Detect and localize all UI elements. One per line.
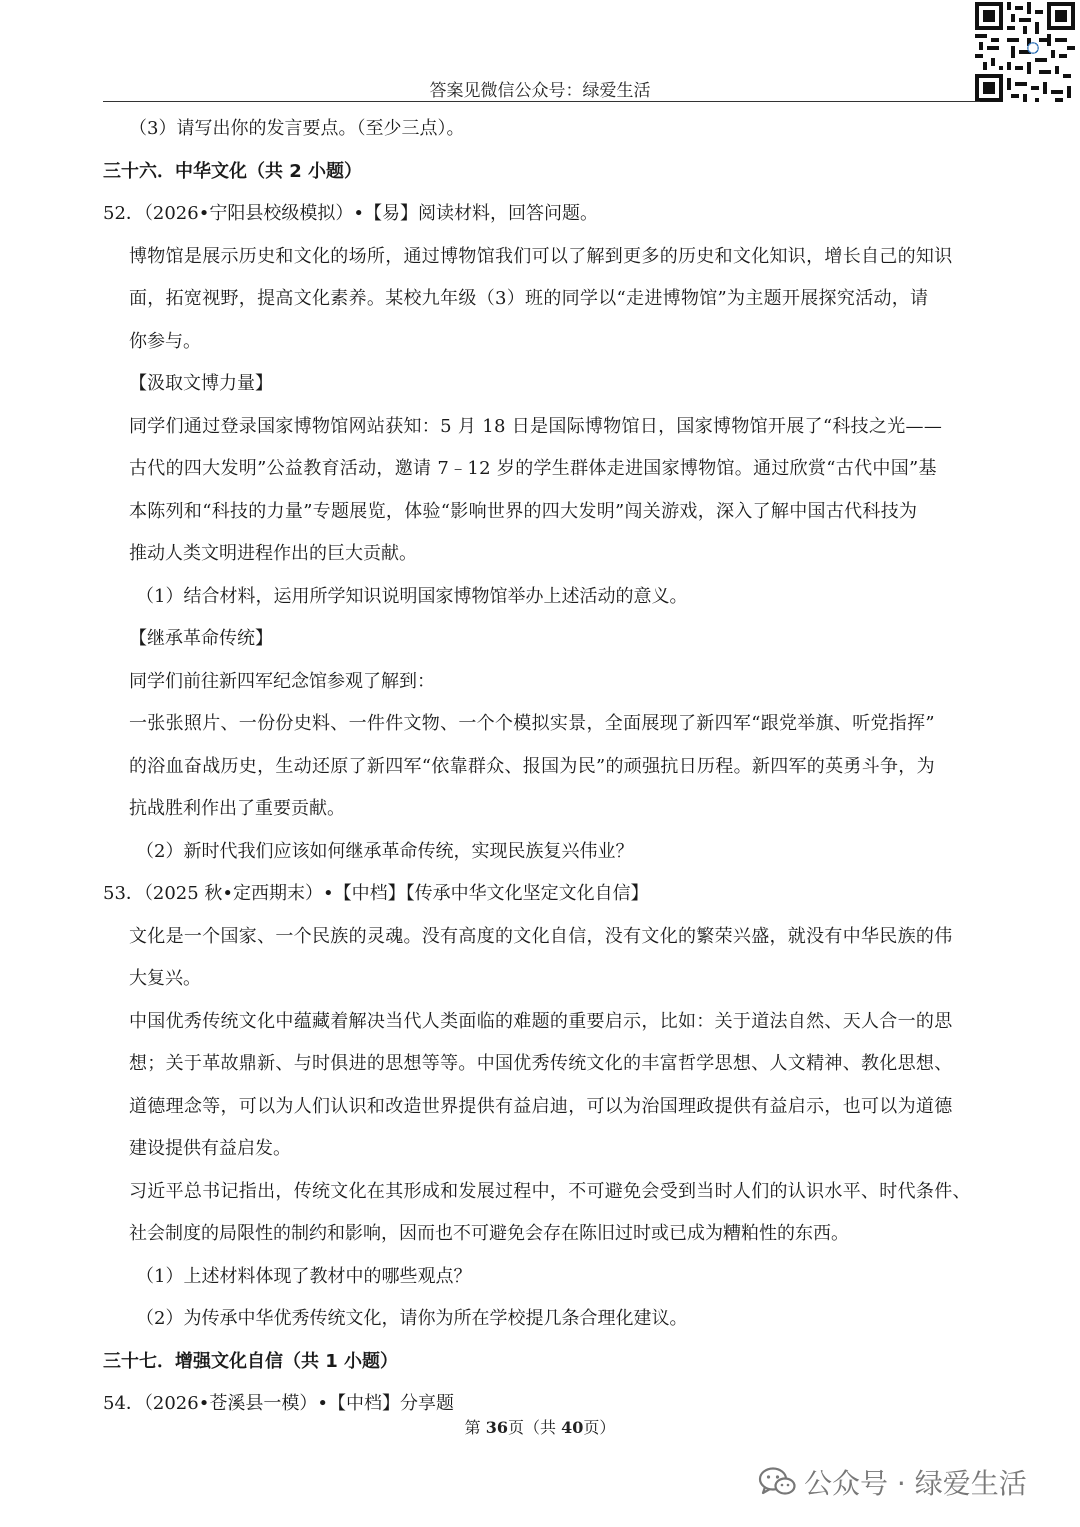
paragraph-line: 本陈列和“科技的力量”专题展览，体验“影响世界的四大发明”闯关游戏，深入了解中国古代科技为 [129,500,918,522]
header-title: 答案见微信公众号：绿爱生活 [429,81,651,101]
paragraph-line: 中国优秀传统文化中蕴藏着解决当代人类面临的难题的重要启示，比如：关于道法自然、天人合一的思 [129,1010,953,1032]
footer-page-number: 36 [485,1418,508,1437]
paragraph-line: 抗战胜利作出了重要贡献。 [129,798,345,819]
question-line: （2）为传承中华优秀传统文化，请你为所在学校提几条合理化建议。 [136,1308,688,1329]
paragraph-line: 你参与。 [129,330,201,352]
footer-prefix: 第 [464,1418,486,1437]
question-line: （3）请写出你的发言要点。（至少三点）。 [129,118,465,139]
paragraph-line: 道德理念等，可以为人们认识和改造世界提供有益启迪，可以为治国理政提供有益启示，也可以为道德 [129,1095,953,1117]
paragraph-line: 古代的四大发明”公益教育活动，邀请 7﹣12 岁的学生群体走进国家博物馆。通过欣赏“古代中国”基 [129,458,937,479]
paragraph-line: 博物馆是展示历史和文化的场所，通过博物馆我们可以了解到更多的历史和文化知识，增长自己的知识 [129,245,953,267]
header-divider [103,101,980,102]
paragraph-line: 的浴血奋战历史，生动还原了新四军“依靠群众、报国为民”的顽强抗日历程。新四军的英勇斗争，为 [129,755,935,777]
paragraph-line: 想；关于革故鼎新、与时俱进的思想等等。中国优秀传统文化的丰富哲学思想、人文精神、教化思想、 [129,1053,953,1074]
subsection-heading: 【继承革命传统】 [129,628,273,649]
wechat-icon [758,1466,796,1498]
subsection-heading: 【汲取文博力量】 [129,373,273,394]
watermark [758,1462,1027,1502]
section-heading: 三十七．增强文化自信（共 1 小题） [103,1350,399,1372]
question-line: （1）结合材料，运用所学知识说明国家博物馆举办上述活动的意义。 [136,585,688,607]
paragraph-line: 社会制度的局限性的制约和影响，因而也不可避免会存在陈旧过时或已成为糟粕性的东西。 [129,1223,849,1244]
paragraph-line: 同学们通过登录国家博物馆网站获知：5 月 18 日是国际博物馆日，国家博物馆开展了“科技之光—— [129,415,943,437]
paragraph-line: 同学们前往新四军纪念馆参观了解到： [129,670,435,692]
question-title: 54．（2026•苍溪县一模）•【中档】分享题 [103,1393,454,1414]
footer-page-total: 40 [561,1418,584,1437]
paragraph-line: 建设提供有益启发。 [129,1138,291,1159]
question-line: （2）新时代我们应该如何继承革命传统，实现民族复兴伟业？ [136,840,634,862]
paragraph-line: 大复兴。 [129,968,201,989]
page-footer [0,1415,1080,1438]
section-heading: 三十六．中华文化（共 2 小题） [103,160,363,182]
question-title: 53．（2025 秋•定西期末）•【中档】【传承中华文化坚定文化自信】 [103,883,649,904]
page-header [0,0,1080,104]
paragraph-line: 推动人类文明进程作出的巨大贡献。 [129,543,417,564]
question-line: （1）上述材料体现了教材中的哪些观点？ [136,1265,472,1287]
watermark-text: 公众号 · 绿爱生活 [804,1467,1027,1500]
question-title: 52．（2026•宁阳县校级模拟）•【易】阅读材料，回答问题。 [103,203,598,224]
document-body [103,108,983,1426]
footer-middle: 页（共 [507,1418,562,1437]
paragraph-line: 一张张照片、一份份史料、一件件文物、一个个模拟实景，全面展现了新四军“跟党举旗、听党指挥” [129,713,935,734]
paragraph-line: 面，拓宽视野，提高文化素养。某校九年级（3）班的同学以“走进博物馆”为主题开展探究活动，请 [129,288,929,309]
paragraph-line: 文化是一个国家、一个民族的灵魂。没有高度的文化自信，没有文化的繁荣兴盛，就没有中华民族的伟 [129,925,953,947]
footer-suffix: 页） [583,1418,616,1437]
paragraph-line: 习近平总书记指出，传统文化在其形成和发展过程中，不可避免会受到当时人们的认识水平、时代条件、 [129,1180,971,1202]
